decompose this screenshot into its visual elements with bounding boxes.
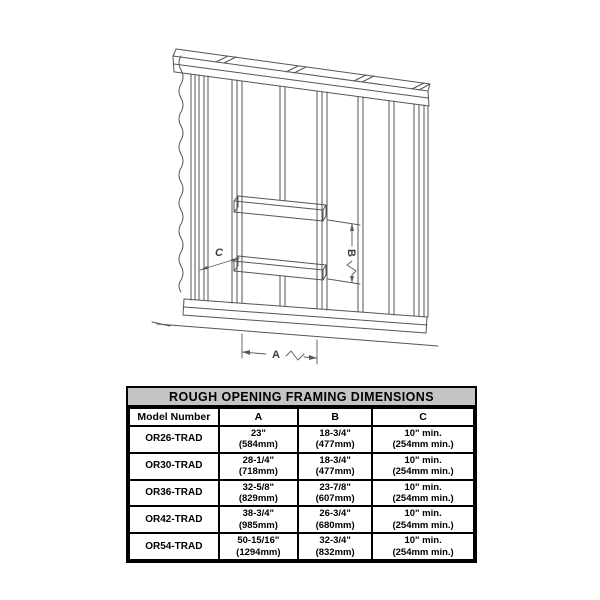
dimension-b [328,220,360,284]
dimension-value-line: (985mm) [238,519,278,531]
wall-studs [191,74,428,317]
table-row [129,533,474,560]
break-line [179,56,183,292]
table-row [129,480,474,507]
dimension-value-line: (477mm) [315,466,355,478]
table-row [129,426,474,453]
dimension-value-line: (254mm min.) [392,492,454,504]
dimension-value-line: 50-15/16" [237,535,280,547]
dimension-value-line: 10" min. [404,454,442,466]
dimension-value-line: (254mm min.) [392,439,454,451]
table-title: ROUGH OPENING FRAMING DIMENSIONS [128,388,475,407]
dimension-value-line: 10" min. [404,428,442,439]
dimension-value-line: 10" min. [404,535,442,547]
cripple-studs [280,86,285,306]
dimensions-table [126,386,477,563]
dimension-a-cell [219,426,298,453]
dimension-value-line: 10" min. [404,508,442,520]
dimension-b-cell [298,453,372,480]
model-number-cell: OR54-TRAD [129,533,219,560]
top-plate [173,49,430,106]
dimension-c-cell [372,533,474,560]
model-number-cell: OR42-TRAD [129,506,219,533]
dimension-value-line: (680mm) [315,519,355,531]
dimension-b-cell [298,506,372,533]
dimension-value-line: 26-3/4" [319,508,351,520]
column-header: B [298,408,372,426]
column-header: A [219,408,298,426]
dimension-value-line: 18-3/4" [319,454,351,466]
bottom-plate [152,299,438,346]
dimension-value-line: (718mm) [238,466,278,478]
dimension-b-cell [298,533,372,560]
dimension-a-cell [219,480,298,507]
dimension-value-line: 28-1/4" [242,454,275,466]
dimension-value-line: 32-3/4" [319,535,351,547]
model-number-cell: OR26-TRAD [129,426,219,453]
dimension-c [200,247,239,270]
dimension-value-line: (254mm min.) [392,466,454,478]
column-header: C [372,408,474,426]
dimensions-grid [128,407,475,561]
dimension-value-line: 23" [250,428,266,439]
dimension-c-cell [372,506,474,533]
dimension-c-cell [372,480,474,507]
dimension-value-line: (477mm) [315,439,355,451]
dimension-value-line: (829mm) [238,492,278,504]
dimension-c-cell [372,453,474,480]
dimension-value-line: (254mm min.) [392,519,454,531]
dimension-value-line: 32-5/8" [242,481,275,493]
dimension-c-cell [372,426,474,453]
column-header: Model Number [129,408,219,426]
dimension-value-line: (254mm min.) [392,546,454,558]
dimension-b-cell [298,480,372,507]
dimension-b-cell [298,426,372,453]
table-header-row [129,408,474,426]
dimension-value-line: 23-7/8" [319,481,351,493]
dimension-value-line: (1294mm) [236,546,281,558]
dimension-value-line: 18-3/4" [319,428,351,439]
dimension-label-b: B [345,249,357,257]
dimension-value-line: (832mm) [315,546,355,558]
dimension-label-a: A [272,349,280,361]
table-row [129,506,474,533]
dimension-value-line: (607mm) [315,492,355,504]
model-number-cell: OR30-TRAD [129,453,219,480]
table-row [129,453,474,480]
dimension-a [242,334,317,364]
dimension-value-line: 38-3/4" [242,508,275,520]
dimension-label-c: C [215,247,223,259]
dimension-a-cell [219,453,298,480]
dimension-a-cell [219,506,298,533]
dimension-value-line: (584mm) [238,439,278,451]
dimension-value-line: 10" min. [404,481,442,493]
dimension-a-cell [219,533,298,560]
model-number-cell: OR36-TRAD [129,480,219,507]
